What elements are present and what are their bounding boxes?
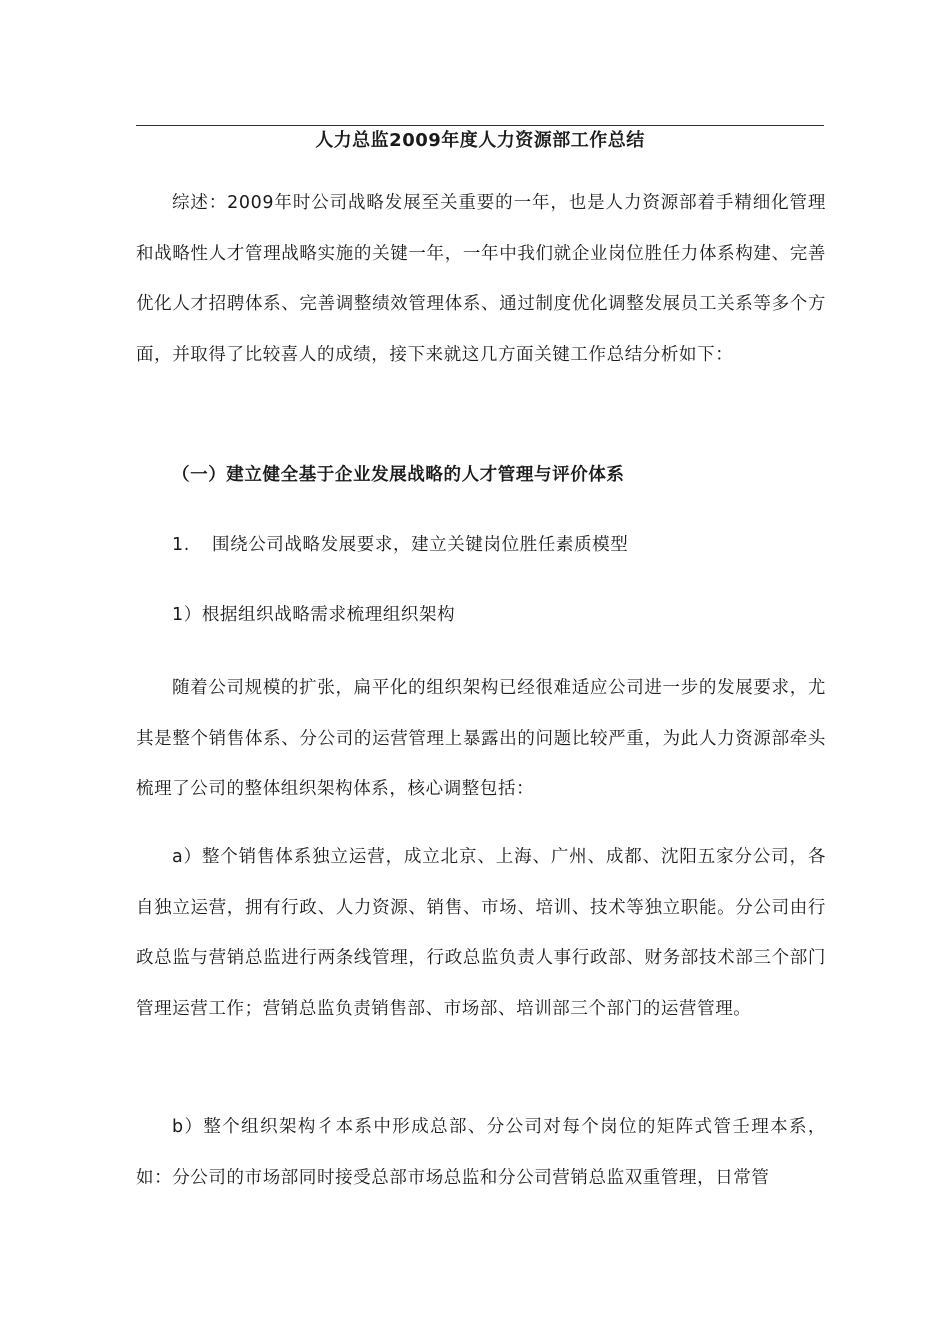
list-item-1 xyxy=(172,532,822,558)
background-paragraph: 随着公司规模的扩张，扁平化的组织架构已经很难适应公司进一步的发展要求，尤其是整个销售体系、分公司的运营管理上暴露出的问题比较严重，为此人力资源部牵头梳理了公司的整体组织架构体系，核心调整包括： xyxy=(136,678,826,799)
header-rule xyxy=(136,125,824,126)
sub-item-1: 1）根据组织战略需求梳理组织架构 xyxy=(172,605,456,625)
document-title: 人力总监2009年度人力资源部工作总结 xyxy=(315,130,645,151)
list-item-number: 1. xyxy=(172,535,190,555)
intro-paragraph: 综述：2009年时公司战略发展至关重要的一年，也是人力资源部着手精细化管理和战略性人才管理战略实施的关键一年，一年中我们就企业岗位胜任力体系构建、完善优化人才招聘体系、完善调整绩效管理体系、通过制度优化调整发展员工关系等多个方面，并取得了比较喜人的成绩，接下来就这几方面关键工作总结分析如下： xyxy=(136,193,826,365)
paragraph-b: b）整个组织架构彳本系中形成总部、分公司对每个岗位的矩阵式管壬理本系，如：分公司的市场部同时接受总部市场总监和分公司营销总监双重管理，日常管 xyxy=(136,1117,826,1188)
section-heading-1: （一）建立健全基于企业发展战略的人才管理与评价体系 xyxy=(172,465,625,485)
list-item-text: 围绕公司战略发展要求，建立关键岗位胜任素质模型 xyxy=(212,535,629,555)
paragraph-a: a）整个销售体系独立运营，成立北京、上海、广州、成都、沈阳五家分公司，各自独立运营，拥有行政、人力资源、销售、市场、培训、技术等独立职能。分公司由行政总监与营销总监进行两条线管理，行政总监负责人事行政部、财务部技术部三个部门管理运营工作；营销总监负责销售部、市场部、培训部三个部门的运营管理。 xyxy=(136,847,826,1019)
